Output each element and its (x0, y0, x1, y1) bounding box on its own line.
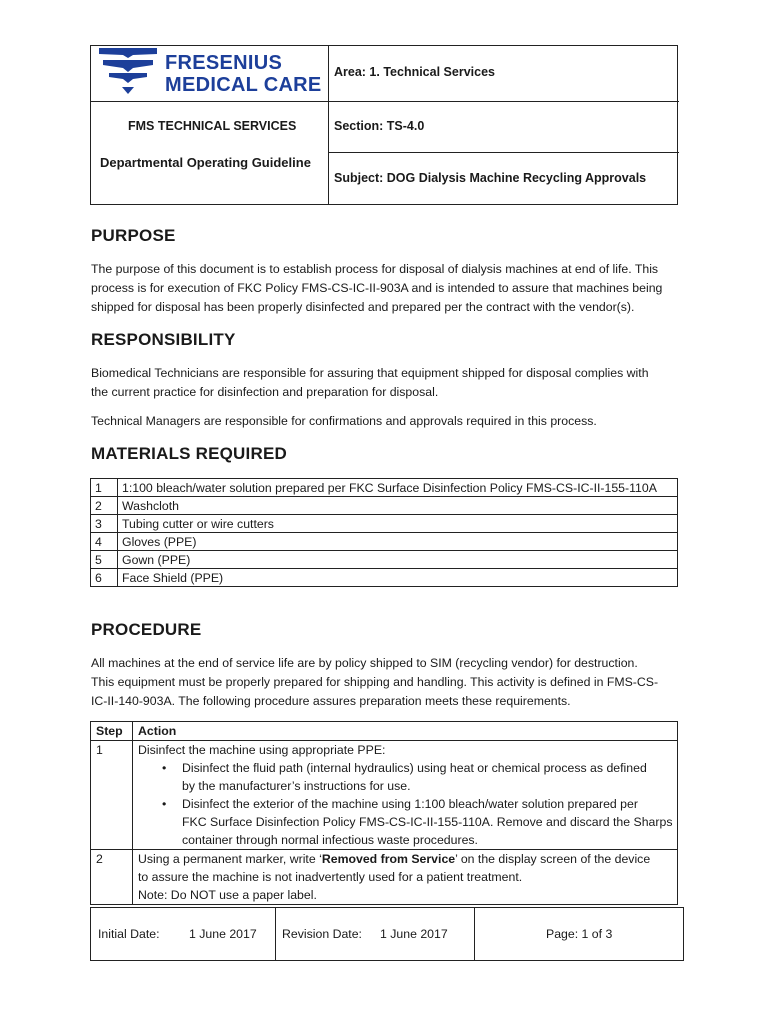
divider (275, 908, 276, 960)
text-line (138, 850, 677, 868)
divider (91, 101, 328, 102)
material-item: Gown (PPE) (118, 551, 678, 569)
step-number: 1 (91, 741, 133, 850)
column-header-action: Action (133, 722, 678, 741)
divider (328, 101, 679, 102)
revision-date-value: 1 June 2017 (380, 927, 448, 941)
responsibility-paragraph-2: Technical Managers are responsible for confirmations and approvals required in this process. (91, 414, 597, 428)
table-row (91, 551, 678, 569)
area-field: Area: 1. Technical Services (334, 65, 495, 79)
material-item: Tubing cutter or wire cutters (118, 515, 678, 533)
responsibility-heading: RESPONSIBILITY (91, 330, 236, 349)
row-number: 2 (91, 497, 118, 515)
material-item: 1:100 bleach/water solution prepared per FKC Surface Disinfection Policy FMS-CS-IC-II-155-110A (118, 479, 678, 497)
column-header-step: Step (91, 722, 133, 741)
text-line: by the manufacturer’s instructions for use. (182, 779, 411, 793)
row-number: 6 (91, 569, 118, 587)
materials-table (90, 478, 678, 587)
purpose-paragraph (91, 260, 691, 317)
materials-heading: MATERIALS REQUIRED (91, 444, 287, 463)
bullet-item: • Disinfect the exterior of the machine using 1:100 bleach/water solution prepared per (138, 795, 677, 813)
table-row (91, 515, 678, 533)
table-row (91, 741, 678, 850)
table-row (91, 850, 678, 905)
row-number: 5 (91, 551, 118, 569)
text-line: process is for execution of FKC Policy FMS-CS-IC-II-903A and is intended to assure that machines being (91, 281, 663, 295)
material-item: Face Shield (PPE) (118, 569, 678, 587)
text-line: This equipment must be properly prepared for shipping and handling. This activity is defined in FMS-CS- (91, 675, 659, 689)
responsibility-paragraph (91, 364, 691, 402)
divider (474, 908, 475, 960)
text-span: ’ on the display screen of the device (455, 852, 651, 866)
section-field: Section: TS-4.0 (334, 119, 425, 133)
row-number: 3 (91, 515, 118, 533)
divider (328, 46, 329, 204)
doc-type-label: Departmental Operating Guideline (100, 155, 311, 170)
department-label: FMS TECHNICAL SERVICES (128, 119, 297, 133)
initial-date-value: 1 June 2017 (189, 927, 257, 941)
row-number: 4 (91, 533, 118, 551)
text-line: FKC Surface Disinfection Policy FMS-CS-IC-II-155-110A. Remove and discard the Sharps (182, 815, 673, 829)
revision-date-label: Revision Date: (282, 927, 362, 941)
table-row (91, 569, 678, 587)
material-item: Washcloth (118, 497, 678, 515)
text-line: Biomedical Technicians are responsible for assuring that equipment shipped for disposal complies with (91, 366, 649, 380)
procedure-heading: PROCEDURE (91, 620, 202, 639)
text-line: container through normal infectious waste procedures. (182, 833, 478, 847)
logo-text-line2: MEDICAL CARE (165, 74, 322, 96)
initial-date-label: Initial Date: (98, 927, 160, 941)
emphasis-text: Removed from Service (321, 852, 456, 866)
step-action (133, 850, 678, 905)
text-line: the current practice for disinfection and preparation for disposal. (91, 385, 439, 399)
fresenius-logo-icon (97, 46, 159, 98)
table-row (91, 533, 678, 551)
text-line: All machines at the end of service life are by policy shipped to SIM (recycling vendor) for destruction. (91, 656, 638, 670)
text-line: IC-II-140-903A. The following procedure assures preparation meets these requirements. (91, 694, 571, 708)
procedure-table (90, 721, 678, 905)
procedure-paragraph (91, 654, 691, 711)
table-header-row (91, 722, 678, 741)
step-number: 2 (91, 850, 133, 905)
note-text: Note: Do NOT use a paper label. (138, 888, 317, 902)
bullet-item: • Disinfect the fluid path (internal hydraulics) using heat or chemical process as defined (138, 759, 677, 777)
purpose-heading: PURPOSE (91, 226, 176, 245)
step-action (133, 741, 678, 850)
table-row (91, 497, 678, 515)
text-span: Using a permanent marker, write ‘ (138, 852, 322, 866)
text-line: to assure the machine is not inadvertently used for a patient treatment. (138, 870, 523, 884)
text-line: The purpose of this document is to establish process for disposal of dialysis machines at end of life. This (91, 262, 659, 276)
divider (328, 152, 679, 153)
row-number: 1 (91, 479, 118, 497)
material-item: Gloves (PPE) (118, 533, 678, 551)
footer-table (90, 907, 684, 961)
page-number: Page: 1 of 3 (546, 927, 613, 941)
subject-field: Subject: DOG Dialysis Machine Recycling Approvals (334, 171, 647, 185)
text-line: Disinfect the machine using appropriate PPE: (138, 743, 386, 757)
table-row (91, 479, 678, 497)
text-line: shipped for disposal has been properly disinfected and prepared per the contract with the vendor(s). (91, 300, 635, 314)
logo-text-line1: FRESENIUS (165, 52, 283, 74)
